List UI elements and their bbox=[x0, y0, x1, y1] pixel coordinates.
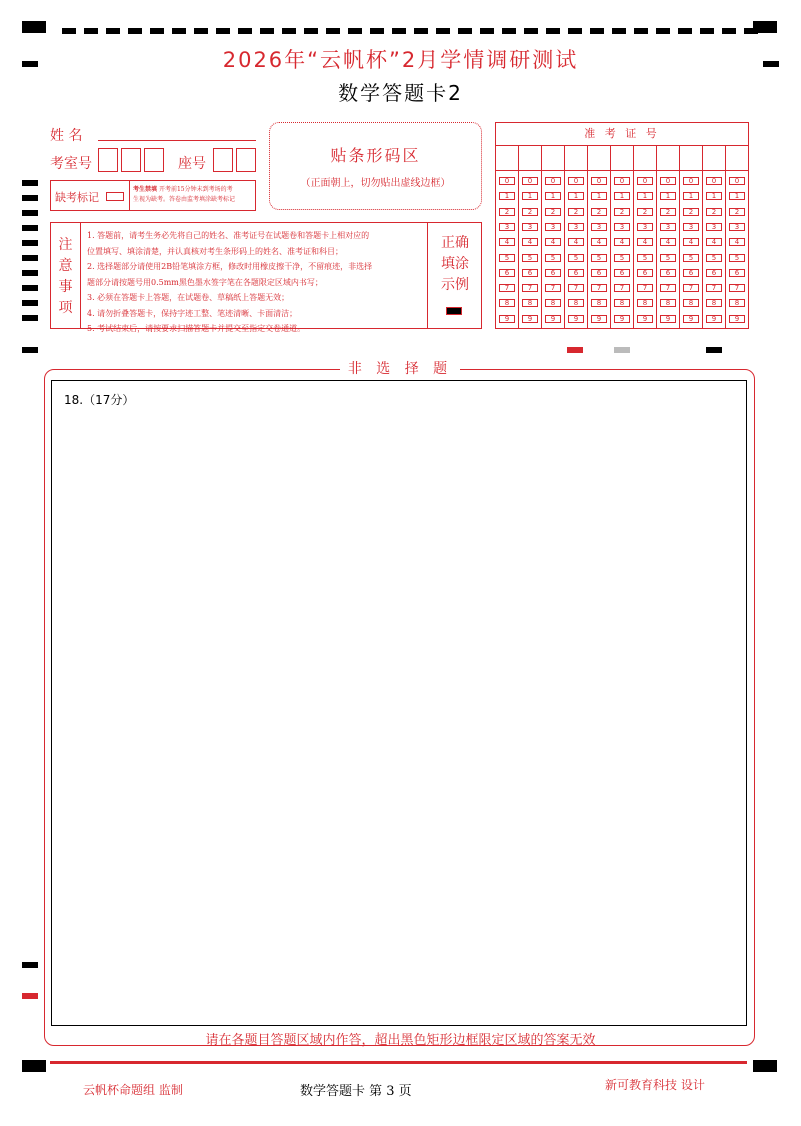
admission-digit-bubble[interactable]: 0 bbox=[614, 177, 630, 185]
timing-dash bbox=[458, 28, 472, 34]
seat-label: 座号 bbox=[178, 156, 206, 172]
timing-dash bbox=[436, 28, 450, 34]
admission-digit-bubble[interactable]: 5 bbox=[545, 254, 561, 262]
timing-dash bbox=[634, 28, 648, 34]
notes-side-label: 注 意 事 项 bbox=[51, 223, 81, 328]
admission-digit-bubble[interactable]: 4 bbox=[683, 238, 699, 246]
admission-digit-bubble[interactable]: 9 bbox=[545, 315, 561, 323]
admission-digit-bubble[interactable]: 2 bbox=[660, 208, 676, 216]
admission-digit-bubble[interactable]: 9 bbox=[499, 315, 515, 323]
admission-digit-bubble[interactable]: 6 bbox=[568, 269, 584, 277]
notes-box bbox=[50, 222, 482, 333]
admission-digit-bubble[interactable]: 1 bbox=[706, 192, 722, 200]
admission-digit-bubble[interactable]: 3 bbox=[545, 223, 561, 231]
admission-digit-bubble[interactable]: 1 bbox=[683, 192, 699, 200]
admission-column bbox=[542, 146, 565, 328]
admission-digit-bubble[interactable]: 1 bbox=[729, 192, 745, 200]
admission-digit-bubble[interactable]: 2 bbox=[729, 208, 745, 216]
timing-mark-bottom-left bbox=[22, 1060, 46, 1072]
admission-digit-bubble[interactable]: 9 bbox=[568, 315, 584, 323]
timing-dash bbox=[216, 28, 230, 34]
admission-digit-bubble[interactable]: 9 bbox=[706, 315, 722, 323]
admission-digit-bubble[interactable]: 8 bbox=[660, 299, 676, 307]
timing-dash bbox=[326, 28, 340, 34]
exam-title: 2026年“云帆杯”2月学情调研测试 bbox=[222, 48, 579, 72]
admission-digit-bubble[interactable]: 1 bbox=[545, 192, 561, 200]
admission-digit-write-box[interactable] bbox=[726, 146, 748, 171]
admission-digit-bubble[interactable]: 6 bbox=[499, 269, 515, 277]
room-digit-box[interactable] bbox=[144, 148, 164, 172]
admission-digit-bubble[interactable]: 2 bbox=[706, 208, 722, 216]
admission-digit-bubble[interactable]: 9 bbox=[637, 315, 653, 323]
admission-digit-bubble[interactable]: 5 bbox=[683, 254, 699, 262]
timing-dash bbox=[590, 28, 604, 34]
admission-number-grid bbox=[495, 145, 749, 329]
admission-digit-bubble[interactable]: 8 bbox=[568, 299, 584, 307]
timing-dash bbox=[260, 28, 274, 34]
admission-digit-bubble[interactable]: 1 bbox=[522, 192, 538, 200]
timing-dash bbox=[238, 28, 252, 34]
timing-dash bbox=[194, 28, 208, 34]
admission-digit-bubble[interactable]: 2 bbox=[614, 208, 630, 216]
admission-digit-bubble[interactable]: 6 bbox=[545, 269, 561, 277]
timing-dash bbox=[414, 28, 428, 34]
admission-digit-bubble[interactable]: 5 bbox=[591, 254, 607, 262]
admission-digit-write-box[interactable] bbox=[565, 146, 587, 171]
seat-digit-box[interactable] bbox=[236, 148, 256, 172]
admission-digit-bubble[interactable]: 8 bbox=[637, 299, 653, 307]
admission-digit-bubble[interactable]: 3 bbox=[499, 223, 515, 231]
timing-dash bbox=[150, 28, 164, 34]
admission-digit-bubble[interactable]: 7 bbox=[660, 284, 676, 292]
admission-digit-bubble[interactable]: 3 bbox=[591, 223, 607, 231]
absent-mark-box[interactable] bbox=[106, 192, 124, 201]
admission-digit-bubble[interactable]: 9 bbox=[729, 315, 745, 323]
admission-column bbox=[519, 146, 542, 328]
admission-digit-bubble[interactable]: 4 bbox=[545, 238, 561, 246]
bottom-rule bbox=[50, 1061, 747, 1064]
filled-example-mark bbox=[446, 307, 462, 315]
room-digit-box[interactable] bbox=[98, 148, 118, 172]
section-title: 非 选 择 题 bbox=[340, 359, 460, 379]
timing-dash bbox=[744, 28, 758, 34]
admission-digit-bubble[interactable]: 0 bbox=[499, 177, 515, 185]
admission-digit-bubble[interactable]: 4 bbox=[706, 238, 722, 246]
admission-digit-bubble[interactable]: 2 bbox=[568, 208, 584, 216]
admission-digit-bubble[interactable]: 9 bbox=[660, 315, 676, 323]
admission-digit-bubble[interactable]: 3 bbox=[568, 223, 584, 231]
name-label: 姓 名 bbox=[50, 128, 83, 144]
admission-digit-bubble[interactable]: 5 bbox=[614, 254, 630, 262]
admission-digit-bubble[interactable]: 0 bbox=[660, 177, 676, 185]
admission-digit-bubble[interactable]: 2 bbox=[683, 208, 699, 216]
notes-text: 1. 答题前，请考生务必先将自己的姓名、准考证号在试题卷和答题卡上相对应的 位置填写、填涂清楚，并认真核对考生条形码上的姓名、准考证和科目； 2. 选择题部分请使用2B铅笔填涂方框，修改时用橡皮擦干净，不留痕迹，非选择 题部分请按题号用0.5mm黑色墨水签字笔在各题限定区域内书写； 3. 必须在答题卡上答题，在试题卷、草稿纸上答题无效； 4. 请勿折叠答题卡，保持字迹工整、笔迹清晰、卡面清洁； 5. 考试结束后，请按要求扫描答题卡并提交至指定交卷通道。 bbox=[87, 231, 373, 333]
boundary-warning: 请在各题目答题区域内作答，超出黑色矩形边框限定区域的答案无效 bbox=[205, 1033, 596, 1048]
admission-digit-bubble[interactable]: 0 bbox=[545, 177, 561, 185]
admission-digit-bubble[interactable]: 1 bbox=[499, 192, 515, 200]
room-label: 考室号 bbox=[50, 156, 92, 172]
question-18-label: 18.（17分） bbox=[64, 393, 135, 407]
name-field[interactable] bbox=[98, 140, 256, 141]
admission-digit-write-box[interactable] bbox=[703, 146, 725, 171]
timing-dash bbox=[84, 28, 98, 34]
footer-right: 新可教育科技 设计 bbox=[605, 1078, 705, 1092]
absent-mark-area bbox=[50, 180, 256, 211]
timing-dash bbox=[282, 28, 296, 34]
admission-title: 准 考 证 号 bbox=[584, 127, 660, 140]
admission-digit-bubble[interactable]: 7 bbox=[614, 284, 630, 292]
admission-digit-bubble[interactable]: 4 bbox=[568, 238, 584, 246]
admission-digit-bubble[interactable]: 5 bbox=[522, 254, 538, 262]
admission-digit-bubble[interactable]: 5 bbox=[660, 254, 676, 262]
absent-label: 缺考标记 bbox=[55, 191, 99, 204]
admission-digit-write-box[interactable] bbox=[519, 146, 541, 171]
admission-digit-bubble[interactable]: 6 bbox=[706, 269, 722, 277]
admission-digit-bubble[interactable]: 8 bbox=[591, 299, 607, 307]
admission-digit-bubble[interactable]: 0 bbox=[522, 177, 538, 185]
admission-digit-bubble[interactable]: 3 bbox=[614, 223, 630, 231]
admission-digit-bubble[interactable]: 1 bbox=[568, 192, 584, 200]
timing-dash bbox=[106, 28, 120, 34]
admission-digit-bubble[interactable]: 8 bbox=[522, 299, 538, 307]
admission-digit-bubble[interactable]: 1 bbox=[614, 192, 630, 200]
admission-digit-write-box[interactable] bbox=[542, 146, 564, 171]
timing-dash bbox=[392, 28, 406, 34]
admission-digit-bubble[interactable]: 7 bbox=[729, 284, 745, 292]
barcode-title: 贴条形码区 bbox=[330, 146, 421, 165]
admission-digit-bubble[interactable]: 6 bbox=[614, 269, 630, 277]
admission-digit-bubble[interactable]: 4 bbox=[591, 238, 607, 246]
admission-digit-bubble[interactable]: 4 bbox=[499, 238, 515, 246]
admission-digit-bubble[interactable]: 5 bbox=[706, 254, 722, 262]
admission-digit-bubble[interactable]: 2 bbox=[522, 208, 538, 216]
admission-column bbox=[634, 146, 657, 328]
timing-dash bbox=[546, 28, 560, 34]
timing-dash bbox=[678, 28, 692, 34]
admission-digit-bubble[interactable]: 5 bbox=[568, 254, 584, 262]
admission-digit-write-box[interactable] bbox=[657, 146, 679, 171]
admission-digit-bubble[interactable]: 4 bbox=[637, 238, 653, 246]
admission-digit-bubble[interactable]: 1 bbox=[637, 192, 653, 200]
admission-digit-bubble[interactable]: 7 bbox=[637, 284, 653, 292]
admission-digit-bubble[interactable]: 4 bbox=[660, 238, 676, 246]
admission-column bbox=[726, 146, 748, 328]
timing-dash bbox=[568, 28, 582, 34]
card-subtitle: 数学答题卡2 bbox=[338, 81, 463, 105]
timing-mark-bottom-right bbox=[753, 1060, 777, 1072]
admission-digit-bubble[interactable]: 7 bbox=[591, 284, 607, 292]
admission-digit-bubble[interactable]: 6 bbox=[591, 269, 607, 277]
admission-digit-bubble[interactable]: 5 bbox=[637, 254, 653, 262]
admission-digit-bubble[interactable]: 5 bbox=[729, 254, 745, 262]
admission-digit-bubble[interactable]: 7 bbox=[706, 284, 722, 292]
admission-digit-bubble[interactable]: 5 bbox=[499, 254, 515, 262]
seat-digit-box[interactable] bbox=[213, 148, 233, 172]
admission-digit-bubble[interactable]: 8 bbox=[614, 299, 630, 307]
admission-column bbox=[657, 146, 680, 328]
timing-dash bbox=[128, 28, 142, 34]
timing-dash bbox=[370, 28, 384, 34]
timing-dash bbox=[172, 28, 186, 34]
admission-digit-bubble[interactable]: 8 bbox=[683, 299, 699, 307]
admission-digit-bubble[interactable]: 1 bbox=[591, 192, 607, 200]
admission-header bbox=[495, 122, 749, 146]
admission-column bbox=[680, 146, 703, 328]
admission-digit-write-box[interactable] bbox=[634, 146, 656, 171]
barcode-area bbox=[269, 122, 482, 210]
timing-dash bbox=[722, 28, 736, 34]
admission-digit-bubble[interactable]: 3 bbox=[729, 223, 745, 231]
admission-digit-write-box[interactable] bbox=[496, 146, 518, 171]
admission-digit-bubble[interactable]: 2 bbox=[545, 208, 561, 216]
admission-digit-bubble[interactable]: 3 bbox=[683, 223, 699, 231]
admission-digit-bubble[interactable]: 4 bbox=[614, 238, 630, 246]
admission-digit-bubble[interactable]: 3 bbox=[706, 223, 722, 231]
admission-digit-bubble[interactable]: 0 bbox=[683, 177, 699, 185]
absent-note: 考生禁填 开考前15分钟未到考场的考 生视为缺考。答卷由监考填涂缺考标记 bbox=[133, 186, 236, 203]
admission-digit-bubble[interactable]: 9 bbox=[591, 315, 607, 323]
admission-digit-bubble[interactable]: 9 bbox=[614, 315, 630, 323]
admission-digit-bubble[interactable]: 3 bbox=[637, 223, 653, 231]
admission-column bbox=[565, 146, 588, 328]
admission-digit-bubble[interactable]: 9 bbox=[522, 315, 538, 323]
admission-digit-bubble[interactable]: 7 bbox=[499, 284, 515, 292]
admission-digit-bubble[interactable]: 4 bbox=[522, 238, 538, 246]
admission-digit-bubble[interactable]: 7 bbox=[683, 284, 699, 292]
answer-area[interactable] bbox=[51, 380, 747, 1026]
admission-digit-bubble[interactable]: 0 bbox=[591, 177, 607, 185]
admission-digit-bubble[interactable]: 3 bbox=[522, 223, 538, 231]
fill-example: 正确 填涂 示例 bbox=[427, 223, 482, 328]
barcode-note: （正面朝上，切勿贴出虚线边框） bbox=[300, 178, 451, 189]
admission-digit-bubble[interactable]: 4 bbox=[729, 238, 745, 246]
timing-dash bbox=[304, 28, 318, 34]
admission-digit-bubble[interactable]: 6 bbox=[683, 269, 699, 277]
admission-digit-write-box[interactable] bbox=[588, 146, 610, 171]
timing-dash bbox=[700, 28, 714, 34]
admission-digit-bubble[interactable]: 8 bbox=[706, 299, 722, 307]
admission-digit-bubble[interactable]: 8 bbox=[499, 299, 515, 307]
timing-dash bbox=[502, 28, 516, 34]
admission-digit-bubble[interactable]: 0 bbox=[568, 177, 584, 185]
admission-digit-bubble[interactable]: 7 bbox=[545, 284, 561, 292]
timing-dash bbox=[480, 28, 494, 34]
admission-column bbox=[496, 146, 519, 328]
admission-digit-bubble[interactable]: 1 bbox=[660, 192, 676, 200]
admission-column bbox=[588, 146, 611, 328]
admission-digit-bubble[interactable]: 0 bbox=[729, 177, 745, 185]
footer-left: 云帆杯命题组 监制 bbox=[83, 1083, 183, 1097]
admission-digit-bubble[interactable]: 2 bbox=[637, 208, 653, 216]
admission-digit-bubble[interactable]: 0 bbox=[706, 177, 722, 185]
admission-digit-bubble[interactable]: 2 bbox=[499, 208, 515, 216]
admission-digit-bubble[interactable]: 6 bbox=[660, 269, 676, 277]
admission-digit-bubble[interactable]: 7 bbox=[568, 284, 584, 292]
admission-column bbox=[611, 146, 634, 328]
admission-digit-bubble[interactable]: 8 bbox=[545, 299, 561, 307]
admission-digit-bubble[interactable]: 2 bbox=[591, 208, 607, 216]
timing-dash bbox=[612, 28, 626, 34]
room-digit-box[interactable] bbox=[121, 148, 141, 172]
admission-digit-write-box[interactable] bbox=[680, 146, 702, 171]
admission-digit-bubble[interactable]: 0 bbox=[637, 177, 653, 185]
admission-digit-bubble[interactable]: 7 bbox=[522, 284, 538, 292]
admission-digit-bubble[interactable]: 6 bbox=[729, 269, 745, 277]
admission-digit-bubble[interactable]: 6 bbox=[637, 269, 653, 277]
admission-digit-bubble[interactable]: 3 bbox=[660, 223, 676, 231]
timing-dash bbox=[348, 28, 362, 34]
timing-dash bbox=[656, 28, 670, 34]
admission-column bbox=[703, 146, 726, 328]
admission-digit-bubble[interactable]: 6 bbox=[522, 269, 538, 277]
admission-digit-bubble[interactable]: 9 bbox=[683, 315, 699, 323]
timing-dash bbox=[524, 28, 538, 34]
page-indicator: 数学答题卡 第 3 页 bbox=[300, 1084, 412, 1099]
admission-digit-bubble[interactable]: 8 bbox=[729, 299, 745, 307]
admission-digit-write-box[interactable] bbox=[611, 146, 633, 171]
timing-dash bbox=[62, 28, 76, 34]
